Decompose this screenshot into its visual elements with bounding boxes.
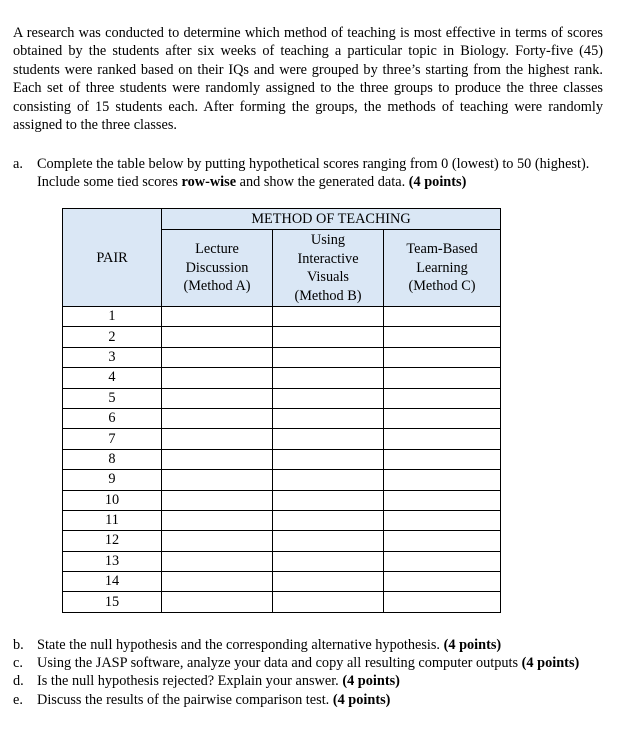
score-cell-method-c[interactable] [384,531,501,551]
score-cell-method-c[interactable] [384,551,501,571]
score-cell-method-a[interactable] [162,307,273,327]
table-row [63,551,501,571]
pair-number: 9 [63,470,162,490]
method-b-line3: Visuals [306,269,350,285]
method-c-line2: Learning [416,259,468,276]
table-row [63,347,501,367]
question-e-text: Discuss the results of the pairwise comparison test. [37,691,333,708]
score-cell-method-c[interactable] [384,592,501,612]
score-cell-method-b[interactable] [273,470,384,490]
pair-number: 5 [63,388,162,408]
score-cell-method-a[interactable] [162,347,273,367]
pair-number: 8 [63,449,162,469]
method-a-line3: (Method A) [183,278,251,295]
score-cell-method-a[interactable] [162,449,273,469]
score-cell-method-c[interactable] [384,449,501,469]
question-d [13,672,607,690]
method-b-line4: (Method B) [294,287,362,304]
table-row [63,531,501,551]
table-row [63,368,501,388]
question-a-text [37,155,603,191]
score-cell-method-b[interactable] [273,551,384,571]
score-cell-method-c[interactable] [384,327,501,347]
pair-number: 15 [63,592,162,612]
score-cell-method-a[interactable] [162,368,273,388]
question-b-letter: b. [13,637,24,653]
score-cell-method-a[interactable] [162,490,273,510]
method-of-teaching-header: METHOD OF TEACHING [162,209,501,230]
table-row [63,327,501,347]
score-cell-method-b[interactable] [273,368,384,388]
question-d-letter: d. [13,673,24,690]
question-a-bold-rowwise: row-wise [181,174,237,191]
question-e [13,691,607,709]
question-e-letter: e. [13,691,23,708]
question-a [13,155,603,191]
score-cell-method-b[interactable] [273,388,384,408]
score-cell-method-c[interactable] [384,470,501,490]
table-row [63,470,501,490]
table-row [63,307,501,327]
pair-number: 12 [63,531,162,551]
table-row [63,510,501,530]
method-c-header [384,230,501,307]
table-row [63,408,501,428]
score-cell-method-b[interactable] [273,429,384,449]
score-cell-method-b[interactable] [273,408,384,428]
pair-number: 14 [63,572,162,592]
score-cell-method-a[interactable] [162,592,273,612]
table-row [63,490,501,510]
score-cell-method-c[interactable] [384,388,501,408]
question-c-letter: c. [13,655,23,672]
table-row [63,388,501,408]
score-cell-method-b[interactable] [273,490,384,510]
method-b-header [273,230,384,307]
score-cell-method-b[interactable] [273,449,384,469]
score-cell-method-b[interactable] [273,307,384,327]
score-cell-method-b[interactable] [273,347,384,367]
score-cell-method-a[interactable] [162,429,273,449]
score-cell-method-c[interactable] [384,347,501,367]
question-a-points: (4 points) [408,174,467,191]
intro-paragraph: A research was conducted to determine which method of teaching is most effective in terms of scores obtained by the students after six weeks of teaching a particular topic in Biology. Forty-five (45) students were ranked based on their IQs and were grouped by three’s starting from the highest rank. Each set of three students were randomly assigned to the three groups to produce the three classes consisting of 15 students each. After forming the groups, the methods of teaching were randomly assigned to the three classes. [13,25,603,134]
score-cell-method-a[interactable] [162,531,273,551]
method-b-line1: Using [310,232,346,248]
question-d-text: Is the null hypothesis rejected? Explain your answer. [37,673,343,690]
score-cell-method-c[interactable] [384,429,501,449]
question-a-text-part2: and show the generated data. [236,174,409,191]
score-cell-method-c[interactable] [384,408,501,428]
question-a-letter: a. [13,156,23,172]
score-cell-method-c[interactable] [384,510,501,530]
method-b-line2: Interactive [297,250,359,267]
question-a-text-part1: Complete the table below by putting hypothetical scores ranging from 0 (lowest) to 50 (highest). Include some tied scores [37,156,590,191]
score-cell-method-a[interactable] [162,327,273,347]
table-row [63,429,501,449]
score-cell-method-a[interactable] [162,470,273,490]
pair-number: 13 [63,551,162,571]
question-d-points: (4 points) [342,673,400,690]
scores-table [62,208,501,613]
pair-number: 3 [63,347,162,367]
questions-list [13,636,607,709]
pair-number: 7 [63,429,162,449]
score-cell-method-b[interactable] [273,572,384,592]
pair-number: 1 [63,307,162,327]
pair-number: 2 [63,327,162,347]
pair-number: 10 [63,490,162,510]
method-c-line1: Team-Based [406,241,478,258]
score-cell-method-b[interactable] [273,592,384,612]
method-a-line2: Discussion [185,259,249,276]
score-cell-method-a[interactable] [162,510,273,530]
score-cell-method-b[interactable] [273,510,384,530]
question-c-points: (4 points) [521,655,580,672]
score-cell-method-b[interactable] [273,327,384,347]
table-row [63,572,501,592]
score-cell-method-c[interactable] [384,490,501,510]
question-c [13,654,607,672]
question-e-points: (4 points) [332,691,391,708]
score-cell-method-c[interactable] [384,307,501,327]
score-cell-method-a[interactable] [162,572,273,592]
method-c-line3: (Method C) [408,278,476,295]
pair-number: 11 [63,510,162,530]
score-cell-method-a[interactable] [162,388,273,408]
score-cell-method-c[interactable] [384,368,501,388]
score-cell-method-a[interactable] [162,551,273,571]
table-row [63,592,501,612]
score-cell-method-c[interactable] [384,572,501,592]
table-row [63,449,501,469]
pair-number: 4 [63,368,162,388]
score-cell-method-a[interactable] [162,408,273,428]
question-b [13,636,607,654]
pair-header: PAIR [63,209,162,307]
score-cell-method-b[interactable] [273,531,384,551]
method-a-line1: Lecture [195,241,239,258]
question-c-text: Using the JASP software, analyze your data and copy all resulting computer outputs [37,655,522,672]
question-b-points: (4 points) [443,637,502,653]
question-b-text: State the null hypothesis and the corresponding alternative hypothesis. [37,637,444,653]
pair-number: 6 [63,408,162,428]
method-a-header [162,230,273,307]
